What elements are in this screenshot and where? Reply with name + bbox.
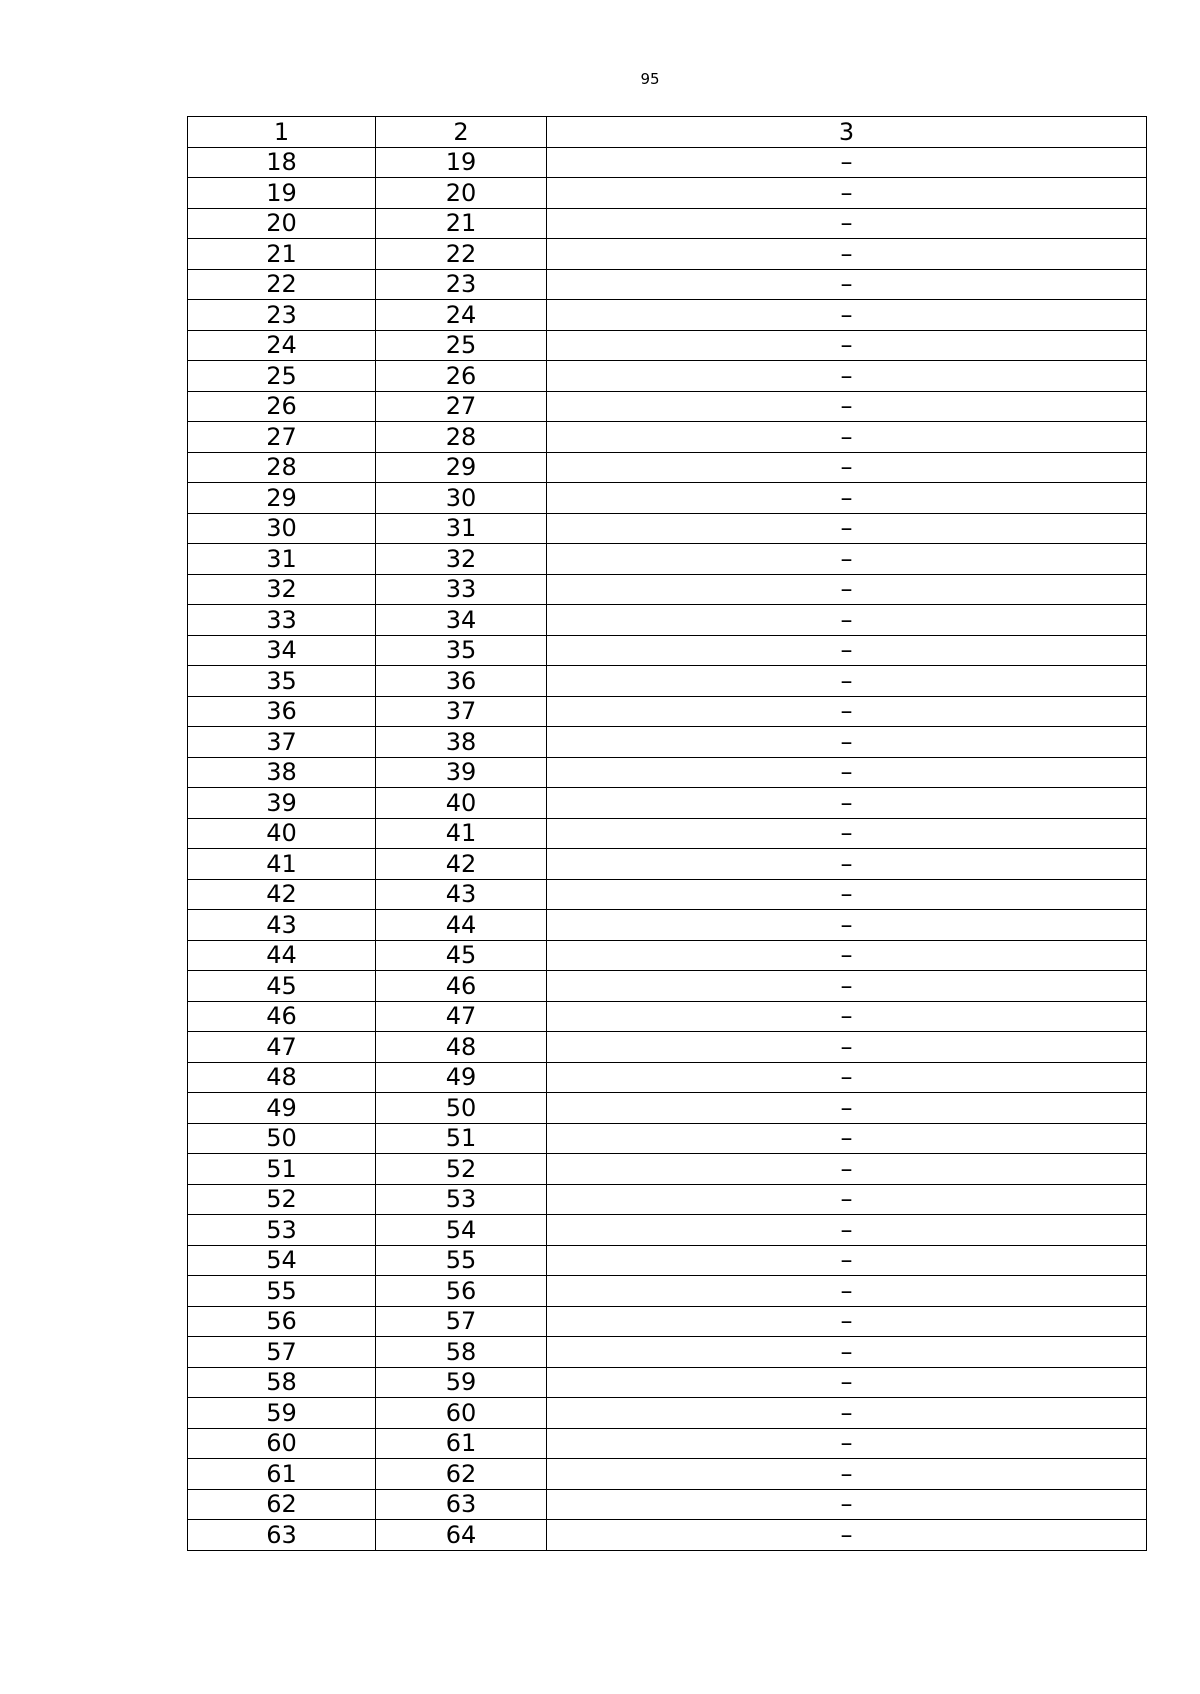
table-cell-col-3: – (547, 1459, 1147, 1490)
table-cell-col-1: 59 (188, 1398, 376, 1429)
table-cell-col-2: 58 (376, 1337, 547, 1368)
table-cell-col-2: 39 (376, 757, 547, 788)
table-row (188, 879, 1147, 910)
table-cell-col-2: 22 (376, 239, 547, 270)
table-cell-col-2: 63 (376, 1489, 547, 1520)
data-table (187, 116, 1147, 1551)
table-cell-col-1: 52 (188, 1184, 376, 1215)
table-cell-col-2: 53 (376, 1184, 547, 1215)
table-cell-col-1: 43 (188, 910, 376, 941)
table-cell-col-2: 25 (376, 330, 547, 361)
table-cell-col-1: 38 (188, 757, 376, 788)
table-cell-col-1: 20 (188, 208, 376, 239)
table-cell-col-3: – (547, 910, 1147, 941)
table-row (188, 300, 1147, 331)
header-cell-3: 3 (547, 117, 1147, 148)
table-cell-col-2: 59 (376, 1367, 547, 1398)
table-cell-col-2: 26 (376, 361, 547, 392)
table-cell-col-1: 23 (188, 300, 376, 331)
table-cell-col-3: – (547, 940, 1147, 971)
table-cell-col-2: 33 (376, 574, 547, 605)
table-row (188, 513, 1147, 544)
table-cell-col-1: 48 (188, 1062, 376, 1093)
table-cell-col-1: 45 (188, 971, 376, 1002)
table-row (188, 1367, 1147, 1398)
table-cell-col-3: – (547, 666, 1147, 697)
table-cell-col-1: 19 (188, 178, 376, 209)
table-cell-col-1: 50 (188, 1123, 376, 1154)
table-row (188, 971, 1147, 1002)
table-cell-col-1: 46 (188, 1001, 376, 1032)
table-cell-col-2: 62 (376, 1459, 547, 1490)
table-cell-col-1: 54 (188, 1245, 376, 1276)
table-cell-col-1: 61 (188, 1459, 376, 1490)
table-row (188, 544, 1147, 575)
table-row (188, 1032, 1147, 1063)
table-row (188, 1184, 1147, 1215)
table-cell-col-1: 53 (188, 1215, 376, 1246)
table-cell-col-1: 55 (188, 1276, 376, 1307)
table-cell-col-3: – (547, 1337, 1147, 1368)
table-cell-col-1: 25 (188, 361, 376, 392)
table-row (188, 818, 1147, 849)
table-row (188, 1123, 1147, 1154)
table-row (188, 330, 1147, 361)
table-cell-col-2: 23 (376, 269, 547, 300)
table-cell-col-1: 32 (188, 574, 376, 605)
table-row (188, 635, 1147, 666)
table-cell-col-3: – (547, 1001, 1147, 1032)
table-cell-col-2: 36 (376, 666, 547, 697)
table-cell-col-1: 62 (188, 1489, 376, 1520)
table-cell-col-1: 27 (188, 422, 376, 453)
table-cell-col-2: 31 (376, 513, 547, 544)
table-row (188, 269, 1147, 300)
table-cell-col-1: 60 (188, 1428, 376, 1459)
table-cell-col-3: – (547, 330, 1147, 361)
table-cell-col-2: 20 (376, 178, 547, 209)
table-cell-col-1: 39 (188, 788, 376, 819)
table-cell-col-1: 21 (188, 239, 376, 270)
table-row (188, 208, 1147, 239)
table-cell-col-3: – (547, 1093, 1147, 1124)
table-cell-col-3: – (547, 1184, 1147, 1215)
table-cell-col-1: 51 (188, 1154, 376, 1185)
table-row (188, 1062, 1147, 1093)
table-cell-col-3: – (547, 1062, 1147, 1093)
table-row (188, 452, 1147, 483)
table-row (188, 574, 1147, 605)
table-cell-col-3: – (547, 1306, 1147, 1337)
table-cell-col-1: 44 (188, 940, 376, 971)
table-cell-col-2: 43 (376, 879, 547, 910)
table-cell-col-1: 18 (188, 147, 376, 178)
table-row (188, 483, 1147, 514)
table-row (188, 1459, 1147, 1490)
table-row (188, 1093, 1147, 1124)
table-cell-col-2: 54 (376, 1215, 547, 1246)
table-cell-col-3: – (547, 483, 1147, 514)
table-row (188, 1398, 1147, 1429)
table-body (188, 147, 1147, 1550)
table-cell-col-2: 38 (376, 727, 547, 758)
table-cell-col-2: 60 (376, 1398, 547, 1429)
table-cell-col-3: – (547, 300, 1147, 331)
table-cell-col-1: 56 (188, 1306, 376, 1337)
table-cell-col-3: – (547, 422, 1147, 453)
table-cell-col-2: 56 (376, 1276, 547, 1307)
table-cell-col-3: – (547, 605, 1147, 636)
table-row (188, 1245, 1147, 1276)
table-cell-col-3: – (547, 1123, 1147, 1154)
table-cell-col-1: 31 (188, 544, 376, 575)
table-row (188, 605, 1147, 636)
table-cell-col-1: 30 (188, 513, 376, 544)
table-cell-col-3: – (547, 1215, 1147, 1246)
table-row (188, 727, 1147, 758)
table-cell-col-3: – (547, 727, 1147, 758)
table-cell-col-3: – (547, 452, 1147, 483)
table-row (188, 178, 1147, 209)
table-cell-col-3: – (547, 1154, 1147, 1185)
table-cell-col-2: 29 (376, 452, 547, 483)
table-row (188, 239, 1147, 270)
table-row (188, 1306, 1147, 1337)
table-cell-col-3: – (547, 178, 1147, 209)
table-cell-col-3: – (547, 147, 1147, 178)
table-cell-col-1: 37 (188, 727, 376, 758)
table-cell-col-2: 27 (376, 391, 547, 422)
table-cell-col-2: 45 (376, 940, 547, 971)
table-row (188, 1001, 1147, 1032)
table-cell-col-1: 34 (188, 635, 376, 666)
table-cell-col-2: 21 (376, 208, 547, 239)
table-cell-col-3: – (547, 818, 1147, 849)
table-cell-col-3: – (547, 696, 1147, 727)
table-row (188, 666, 1147, 697)
table-cell-col-2: 30 (376, 483, 547, 514)
table-row (188, 910, 1147, 941)
table-cell-col-3: – (547, 1276, 1147, 1307)
table-cell-col-2: 42 (376, 849, 547, 880)
table-row (188, 391, 1147, 422)
table-cell-col-2: 34 (376, 605, 547, 636)
table-row (188, 788, 1147, 819)
table-cell-col-2: 64 (376, 1520, 547, 1551)
table-row (188, 1520, 1147, 1551)
table-row (188, 849, 1147, 880)
table-row (188, 1276, 1147, 1307)
table-cell-col-3: – (547, 971, 1147, 1002)
table-cell-col-1: 40 (188, 818, 376, 849)
table-cell-col-2: 61 (376, 1428, 547, 1459)
table-cell-col-3: – (547, 849, 1147, 880)
table-cell-col-3: – (547, 757, 1147, 788)
table-cell-col-1: 57 (188, 1337, 376, 1368)
table-cell-col-3: – (547, 788, 1147, 819)
table-cell-col-2: 40 (376, 788, 547, 819)
table-cell-col-1: 36 (188, 696, 376, 727)
table-cell-col-2: 32 (376, 544, 547, 575)
table-cell-col-3: – (547, 1489, 1147, 1520)
table-cell-col-3: – (547, 1032, 1147, 1063)
table-cell-col-3: – (547, 1428, 1147, 1459)
table-row (188, 940, 1147, 971)
table-cell-col-3: – (547, 544, 1147, 575)
table-cell-col-1: 29 (188, 483, 376, 514)
table-cell-col-1: 58 (188, 1367, 376, 1398)
table-cell-col-2: 49 (376, 1062, 547, 1093)
table-cell-col-2: 19 (376, 147, 547, 178)
table-cell-col-3: – (547, 1367, 1147, 1398)
table-row (188, 1428, 1147, 1459)
table-cell-col-3: – (547, 391, 1147, 422)
table-cell-col-2: 24 (376, 300, 547, 331)
table-cell-col-3: – (547, 239, 1147, 270)
table-cell-col-3: – (547, 361, 1147, 392)
table-cell-col-1: 24 (188, 330, 376, 361)
table-cell-col-2: 55 (376, 1245, 547, 1276)
table-cell-col-2: 50 (376, 1093, 547, 1124)
table-cell-col-3: – (547, 1398, 1147, 1429)
header-cell-1: 1 (188, 117, 376, 148)
table-cell-col-3: – (547, 574, 1147, 605)
table-row (188, 1337, 1147, 1368)
table-cell-col-2: 52 (376, 1154, 547, 1185)
table-cell-col-2: 28 (376, 422, 547, 453)
page-number: 95 (640, 70, 660, 88)
table-cell-col-1: 26 (188, 391, 376, 422)
table-row (188, 757, 1147, 788)
table-cell-col-3: – (547, 269, 1147, 300)
table-cell-col-2: 37 (376, 696, 547, 727)
table-cell-col-3: – (547, 1245, 1147, 1276)
table-cell-col-1: 41 (188, 849, 376, 880)
table-cell-col-1: 35 (188, 666, 376, 697)
table-cell-col-2: 57 (376, 1306, 547, 1337)
table-cell-col-3: – (547, 635, 1147, 666)
table-cell-col-2: 46 (376, 971, 547, 1002)
table-cell-col-3: – (547, 208, 1147, 239)
header-cell-2: 2 (376, 117, 547, 148)
table-cell-col-2: 51 (376, 1123, 547, 1154)
table-cell-col-1: 63 (188, 1520, 376, 1551)
table-row (188, 1154, 1147, 1185)
table-row (188, 1489, 1147, 1520)
table-cell-col-1: 28 (188, 452, 376, 483)
table-row (188, 696, 1147, 727)
table-row (188, 147, 1147, 178)
table-cell-col-3: – (547, 513, 1147, 544)
table-cell-col-1: 33 (188, 605, 376, 636)
table-cell-col-2: 47 (376, 1001, 547, 1032)
table-cell-col-3: – (547, 879, 1147, 910)
table-row (188, 422, 1147, 453)
table-cell-col-2: 48 (376, 1032, 547, 1063)
table-container (187, 116, 1146, 1551)
header-row (188, 117, 1147, 148)
table-row (188, 361, 1147, 392)
table-cell-col-1: 22 (188, 269, 376, 300)
table-cell-col-1: 49 (188, 1093, 376, 1124)
table-cell-col-2: 44 (376, 910, 547, 941)
table-row (188, 1215, 1147, 1246)
table-cell-col-1: 42 (188, 879, 376, 910)
table-cell-col-1: 47 (188, 1032, 376, 1063)
table-cell-col-3: – (547, 1520, 1147, 1551)
table-cell-col-2: 41 (376, 818, 547, 849)
table-cell-col-2: 35 (376, 635, 547, 666)
